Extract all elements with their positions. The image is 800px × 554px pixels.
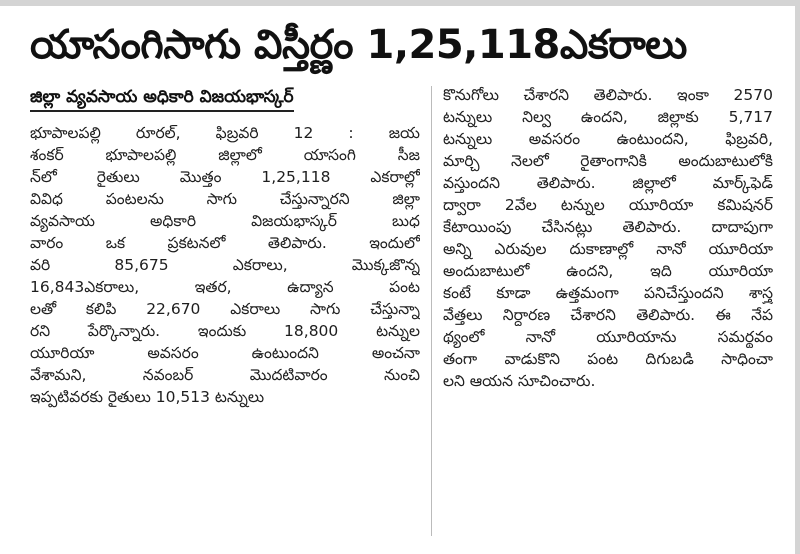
article-line: లతో కలిపి 22,670 ఎకరాలు సాగు చేస్తున్నా <box>30 300 420 318</box>
article-line: కంటే కూడా ఉత్తమంగా పనిచేస్తుందని శాస్త్ర <box>443 284 773 302</box>
article-line: మార్చి నెలలో రైతాంగానికి అందుబాటులోకి <box>443 152 773 170</box>
article-line: భూపాలపల్లి రూరల్, ఫిబ్రవరి 12 : జయ <box>30 124 420 142</box>
article-line: లని ఆయన సూచించారు. <box>443 372 596 390</box>
frame-border-top <box>0 0 800 6</box>
article-line: శంకర్ భూపాలపల్లి జిల్లాలో యాసంగి సీజ <box>30 146 420 164</box>
article-line: థ్యంలో నానో యూరియాను సమర్థవం <box>443 328 773 346</box>
article-line: తంగా వాడుకొని పంట దిగుబడి సాధించా <box>443 350 773 368</box>
article-line: కొనుగోలు చేశారని తెలిపారు. ఇంకా 2570 <box>443 86 773 104</box>
article-line: రని పేర్కొన్నారు. ఇందుకు 18,800 టన్నుల <box>30 322 420 340</box>
article-line: వస్తుందని తెలిపారు. జిల్లాలో మార్క్‌ఫెడ్ <box>443 174 773 192</box>
article-line: యూరియా అవసరం ఉంటుందని అంచనా <box>30 344 420 362</box>
article-column-right <box>443 84 773 544</box>
article-line: వరి 85,675 ఎకరాలు, మొక్కజొన్న <box>30 256 420 274</box>
column-body-right <box>443 84 773 392</box>
article-line: అందుబాటులో ఉందని, ఇది యూరియా <box>443 262 773 280</box>
article-line: అన్ని ఎరువుల దుకాణాల్లో నానో యూరియా <box>443 240 773 258</box>
article-line: న్‌లో రైతులు మొత్తం 1,25,118 ఎకరాల్లో <box>30 168 420 186</box>
article-line: కేటాయింపు చేసినట్లు తెలిపారు. దాదాపుగా <box>443 218 773 236</box>
article-line: వ్యవసాయ అధికారి విజయభాస్కర్ బుధ <box>30 212 420 230</box>
column-divider <box>431 86 432 536</box>
frame-border-right <box>795 0 800 554</box>
article-line: టన్నులు అవసరం ఉంటుందని, ఫిబ్రవరి, <box>443 130 773 148</box>
article-line: వేశామని, నవంబర్ మొదటివారం నుంచి <box>30 366 420 384</box>
headline: యాసంగిసాగు విస్తీర్ణం 1,25,118ఎకరాలు <box>30 22 687 68</box>
article-line: వారం ఒక ప్రకటనలో తెలిపారు. ఇందులో <box>30 234 420 252</box>
article-line: 16,843ఎకరాలు, ఇతర, ఉద్యాన పంట <box>30 278 420 296</box>
article-line: వివిధ పంటలను సాగు చేస్తున్నారని జిల్లా <box>30 190 420 208</box>
article-line: వేత్తలు నిర్ధారణ చేశారని తెలిపారు. ఈ నేప <box>443 306 773 324</box>
column-body-left <box>30 122 420 408</box>
subheadline: జిల్లా వ్యవసాయ అధికారి విజయభాస్కర్ <box>30 86 294 112</box>
article-line: ద్వారా 2వేల టన్నుల యూరియా కమిషనర్ <box>443 196 773 214</box>
article-line: ఇప్పటివరకు రైతులు 10,513 టన్నులు <box>30 388 265 406</box>
article-column-left <box>30 86 420 546</box>
article-line: టన్నులు నిల్వ ఉందని, జిల్లాకు 5,717 <box>443 108 773 126</box>
